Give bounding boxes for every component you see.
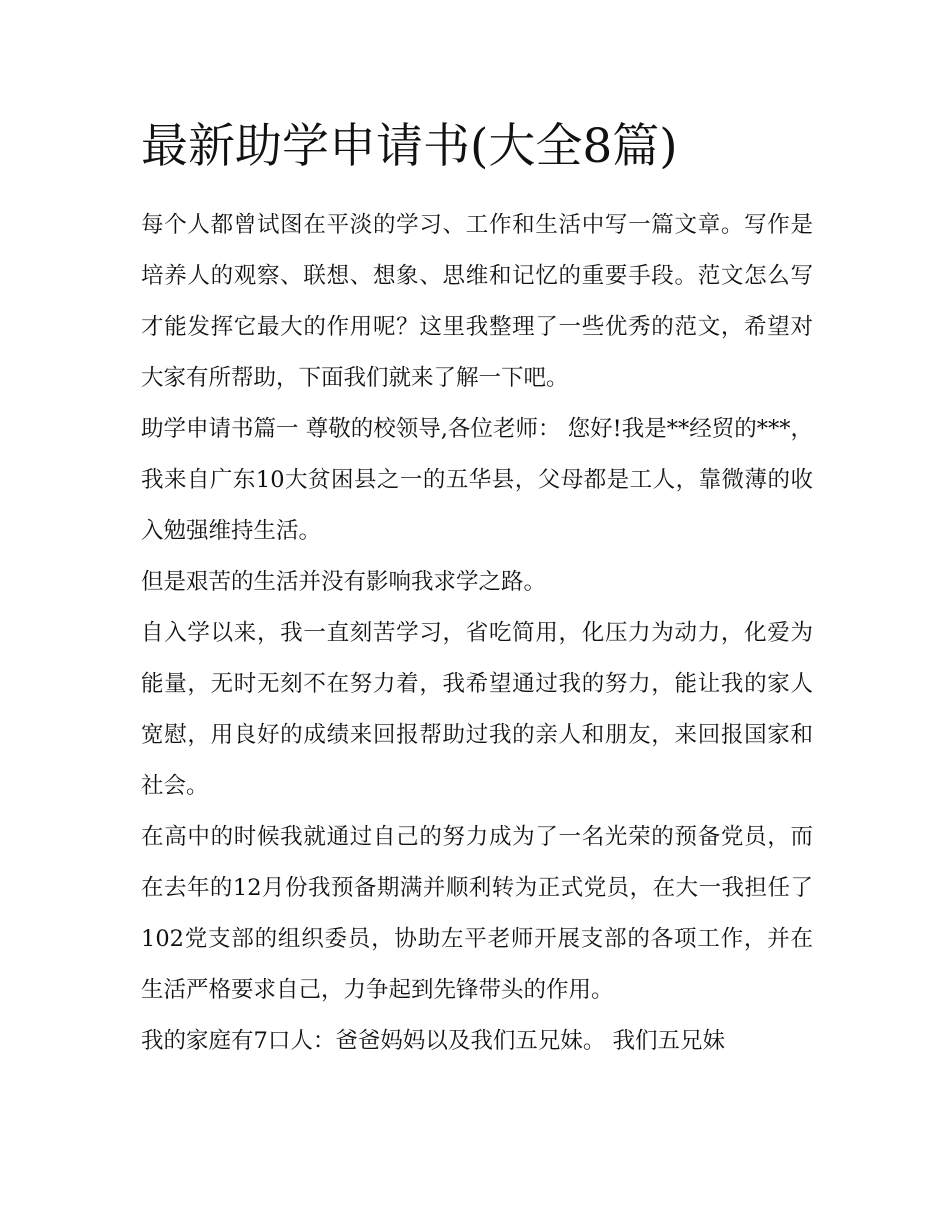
document-title: 最新助学申请书(大全8篇): [141, 119, 678, 174]
paragraph-intro: 每个人都曾试图在平淡的学习、工作和生活中写一篇文章。写作是培养人的观察、联想、想象、思维和记忆的重要手段。范文怎么写才能发挥它最大的作用呢？这里我整理了一些优秀的范文，希望对大家有所帮助，下面我们就来了解一下吧。: [141, 212, 813, 391]
paragraph-greeting: 助学申请书篇一 尊敬的校领导,各位老师： 您好!我是**经贸的***，我来自广东10大贫困县之一的五华县，父母都是工人，靠微薄的收入勉强维持生活。: [141, 416, 813, 544]
document-body: [141, 116, 813, 1067]
paragraph-family: 我的家庭有7口人：爸爸妈妈以及我们五兄妹。 我们五兄妹: [141, 1028, 725, 1054]
paragraph-study: 自入学以来，我一直刻苦学习，省吃简用，化压力为动力，化爱为能量，无时无刻不在努力着，我希望通过我的努力，能让我的家人宽慰，用良好的成绩来回报帮助过我的亲人和朋友，来回报国家和社会。: [141, 620, 813, 799]
paragraph-party: 在高中的时候我就通过自己的努力成为了一名光荣的预备党员，而在去年的12月份我预备期满并顺利转为正式党员，在大一我担任了102党支部的组织委员，协助左平老师开展支部的各项工作，并在生活严格要求自己，力争起到先锋带头的作用。: [141, 824, 813, 1003]
paragraph-hardship: 但是艰苦的生活并没有影响我求学之路。: [141, 569, 547, 595]
